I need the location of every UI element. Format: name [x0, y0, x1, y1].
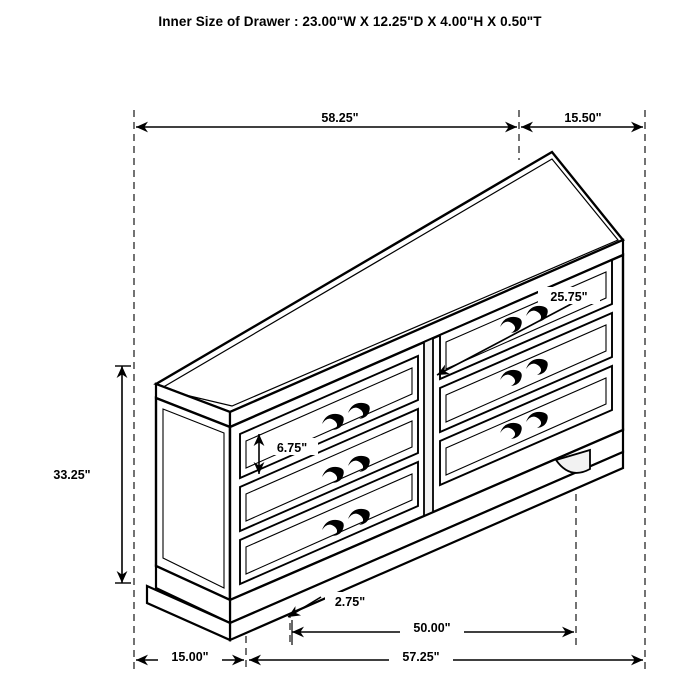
label-top-depth: 15.50" [564, 111, 602, 125]
dresser-illustration [147, 152, 623, 640]
label-base-molding: 2.75" [334, 595, 366, 609]
page-title: Inner Size of Drawer : 23.00"W X 12.25"D X 4.00"H X 0.50"T [158, 14, 542, 29]
label-inner-width: 50.00" [413, 621, 451, 635]
dresser-center-divider [424, 338, 433, 517]
label-top-width: 58.25" [321, 111, 359, 125]
label-diagonal-drawer: 25.75" [550, 290, 588, 304]
label-drawer-height: 6.75" [276, 441, 308, 455]
label-overall-height: 33.25" [53, 468, 91, 482]
label-overall-width: 57.25" [402, 650, 440, 664]
dresser-left-side-panel [156, 398, 230, 600]
label-side-depth: 15.00" [171, 650, 209, 664]
